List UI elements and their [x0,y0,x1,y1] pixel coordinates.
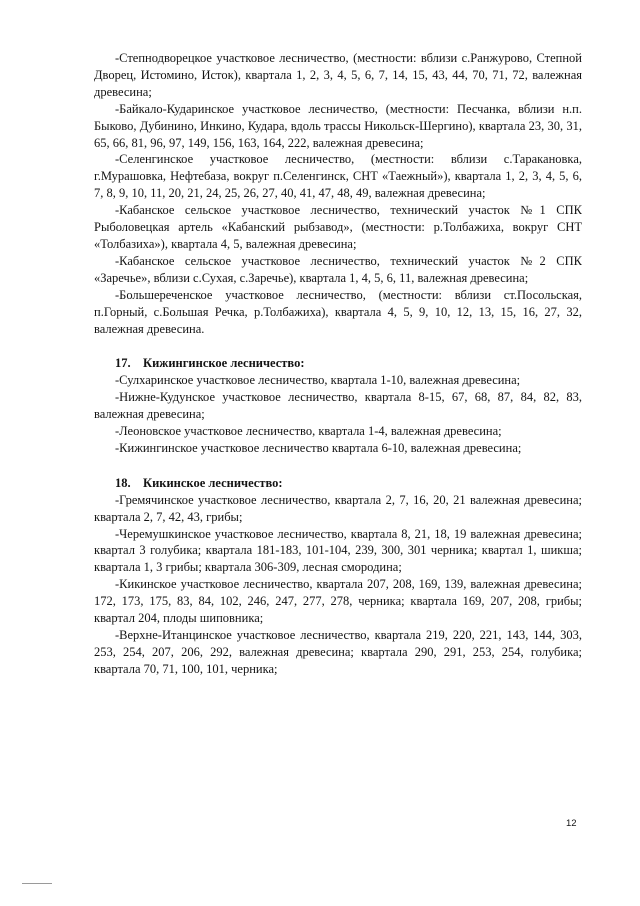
section-heading-18 [94,475,582,492]
section-heading-17 [94,355,582,372]
section-title: Кикинское лесничество: [143,475,283,490]
section-number: 17. [115,356,131,371]
paragraph: -Селенгинское участковое лесничество, (местности: вблизи с.Таракановка, г.Мурашовка, Нефтебаза, вокруг п.Селенгинск, СНТ «Таежный»), квартала 1, 2, 3, 4, 5, 6, 7, 8, 9, 10, 11, 20, 21, 24, 25, 26, 27, 40, 41, 47, 48, 49, валежная древесина; [94,152,582,201]
paragraph: -Леоновское участковое лесничество, квартала 1-4, валежная древесина; [115,424,502,439]
paragraph: -Кабанское сельское участковое лесничество, технический участок №1 СПК Рыболовецкая артель «Кабанский рыбзавод», (местности: р.Толбажиха, вокруг СНТ «Толбазиха»), квартала 4, 5, валежная древесина; [94,203,582,251]
section-title: Кижингинское лесничество: [143,356,305,371]
paragraph: -Кикинское участковое лесничество, квартала 207, 208, 169, 139, валежная древесина; 172, 173, 175, 83, 84, 102, 246, 247, 277, 278, черника; квартала 169, 207, 208, грибы; квартал 204, плоды шиповника; [94,577,582,626]
paragraph: -Черемушкинское участковое лесничество, квартала 8, 21, 18, 19 валежная древесина; квартал 3 голубика; квартала 181-183, 101-104, 239, 300, 301 черника; квартал 1, шикша; квартала 1, 3 грибы; квартала 306-309, лесная смородина; [94,526,582,575]
paragraph: -Верхне-Итанцинское участковое лесничество, квартала 219, 220, 221, 143, 144, 303, 253, 254, 207, 206, 292, валежная древесина; квартала 290, 291, 253, 254, голубика; квартала 70, 71, 100, 101, черника; [94,628,582,676]
paragraph: -Кижингинское участковое лесничество квартала 6-10, валежная древесина; [115,440,522,455]
paragraph: -Нижне-Кудунское участковое лесничество, квартала 8-15, 67, 68, 87, 84, 82, 83, валежная древесина; [94,390,582,422]
paragraph: -Степнодворецкое участковое лесничество, (местности: вблизи с.Ранжурово, Степной Дворец, Истомино, Исток), квартала 1, 2, 3, 4, 5, 6, 7, 14, 15, 43, 44, 70, 71, 72, валежная древесина; [94,51,582,99]
section-number: 18. [115,475,131,490]
paragraph: -Кабанское сельское участковое лесничество, технический участок №2 СПК «Заречье», вблизи с.Сухая, с.Заречье), квартала 1, 4, 5, 6, 11, валежная древесина; [94,253,582,285]
spacer [94,457,582,475]
paragraph: -Большереченское участковое лесничество, (местности: вблизи ст.Посольская, п.Горный, с.Большая Речка, р.Толбажиха), квартала 4, 5, 9, 10, 12, 13, 15, 16, 27, 32, валежная древесина. [94,287,582,336]
page-number: 12 [566,818,577,829]
paragraph: -Сулхаринское участковое лесничество, квартала 1-10, валежная древесина; [115,373,521,388]
paragraph: -Гремячинское участковое лесничество, квартала 2, 7, 16, 20, 21 валежная древесина; квартала 2, 7, 42, 43, грибы; [94,492,582,524]
spacer [94,337,582,355]
scan-mark [22,883,52,884]
document-body [94,50,582,678]
paragraph: -Байкало-Кударинское участковое лесничество, (местности: Песчанка, вблизи н.п. Быково, Дубинино, Инкино, Кудара, вдоль трассы Никольск-Шергино), квартала 23, 30, 31, 65, 66, 81, 96, 97, 149, 156, 163, 164, 222, валежная древесина; [94,101,582,150]
